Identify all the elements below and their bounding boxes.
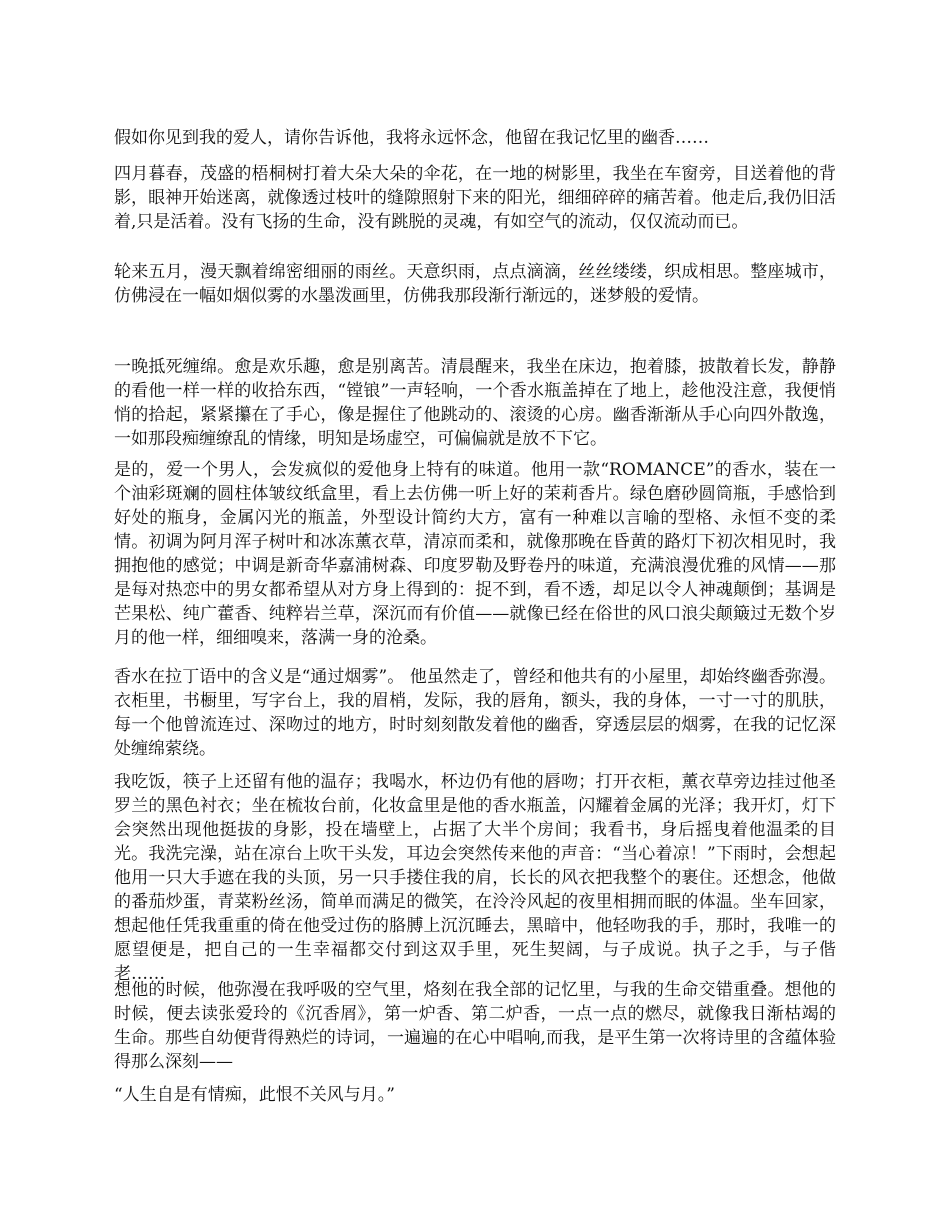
paragraph-memories: 我吃饭，筷子上还留有他的温存；我喝水，杯边仍有他的唇吻；打开衣柜，薰衣草旁边挂过他圣罗兰的黑色衬衣；坐在梳妆台前，化妆盒里是他的香水瓶盖，闪耀着金属的光泽；我开灯，灯下会突然出现他挺拔的身影，投在墙壁上，占据了大半个房间；我看书，身后摇曳着他温柔的目光。我洗完澡，站在凉台上吹干头发，耳边会突然传来他的声音：“当心着凉！”下雨时，会想起他用一只大手遮在我的头顶，另一只手搂住我的肩，长长的风衣把我整个的裹住。还想念，他做的番茄炒蛋，青菜粉丝汤，简单而满足的微笑，在泠泠风起的夜里相拥而眠的体温。坐车回家，想起他任凭我重重的倚在他受过伤的胳膊上沉沉睡去，黑暗中，他轻吻我的手，那时，我唯一的愿望便是，把自己的一生幸福都交付到这双手里，死生契阔，与子成说。执子之手，与子偕老…… — [114, 772, 836, 984]
paragraph-may: 轮来五月，漫天飘着绵密细丽的雨丝。天意织雨，点点滴滴，丝丝缕缕，织成相思。整座城市，仿佛浸在一幅如烟似雾的水墨泼画里，仿佛我那段渐行渐远的，迷梦般的爱情。 — [114, 262, 836, 306]
paragraph-night: 一晚抵死缠绵。愈是欢乐趣，愈是别离苦。清晨醒来，我坐在床边，抱着膝，披散着长发，静静的看他一样一样的收拾东西，“镗锒”一声轻响，一个香水瓶盖掉在了地上，趁他没注意，我便悄悄的拾起，紧紧攥在了手心，像是握住了他跳动的、滚烫的心房。幽香渐渐从手心向四外散逸，一如那段痴缠缭乱的情缘，明知是场虚空，可偏偏就是放不下它。 — [114, 357, 836, 449]
paragraph-perfume: 是的，爱一个男人，会发疯似的爱他身上特有的味道。他用一款“ROMANCE”的香水，装在一个油彩斑斓的圆柱体皱纹纸盒里，看上去仿佛一听上好的茉莉香片。绿色磨砂圆筒瓶，手感恰到好处的瓶身，金属闪光的瓶盖，外型设计简约大方，富有一种难以言喻的型格、永恒不变的柔情。初调为阿月浑子树叶和冰冻薰衣草，清凉而柔和，就像那晚在昏黄的路灯下初次相见时，我拥抱他的感觉；中调是新奇华嘉浦树森、印度罗勒及野卷丹的味道，充满浪漫优雅的风情——那是每对热恋中的男女都希望从对方身上得到的：捉不到，看不透，却足以令人神魂颠倒；基调是芒果松、纯广藿香、纯粹岩兰草，深沉而有价值——就像已经在俗世的风口浪尖颠簸过无数个岁月的他一样，细细嗅来，落满一身的沧桑。 — [114, 460, 836, 648]
paragraph-latin: 香水在拉丁语中的含义是“通过烟雾”。 他虽然走了，曾经和他共有的小屋里，却始终幽香弥漫。衣柜里，书橱里，写字台上，我的眉梢，发际，我的唇角，额头，我的身体，一寸一寸的肌肤，每一个他曾流连过、深吻过的地方，时时刻刻散发着他的幽香，穿透层层的烟雾，在我的记忆深处缠绵萦绕。 — [114, 667, 836, 759]
paragraph-april: 四月暮春，茂盛的梧桐树打着大朵大朵的伞花，在一地的树影里，我坐在车窗旁，目送着他的背影，眼神开始迷离，就像透过枝叶的缝隙照射下来的阳光，细细碎碎的痛苦着。他走后,我仍旧活着,只是活着。没有飞扬的生命，没有跳脱的灵魂，有如空气的流动，仅仅流动而已。 — [114, 164, 836, 232]
paragraph-missing: 想他的时候，他弥漫在我呼吸的空气里，烙刻在我全部的记忆里，与我的生命交错重叠。想他的时候，便去读张爱玲的《沉香屑》，第一炉香、第二炉香，一点一点的燃尽，就像我日渐枯竭的生命。那些自幼便背得熟烂的诗词，一遍遍的在心中唱响,而我，是平生第一次将诗里的含蕴体验得那么深刻—— — [114, 980, 836, 1072]
paragraph-intro: 假如你见到我的爱人，请你告诉他，我将永远怀念，他留在我记忆里的幽香…… — [114, 128, 709, 148]
paragraph-quote: “人生自是有情痴，此恨不关风与月。” — [114, 1085, 395, 1105]
